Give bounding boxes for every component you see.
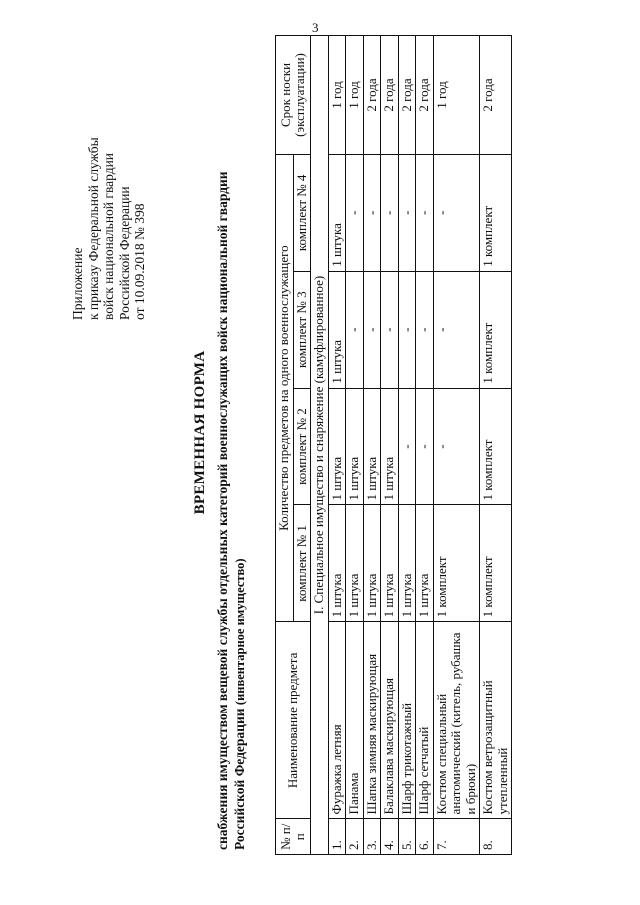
document-subtitle-line2 [232,0,248,850]
document-subtitle-org: Российской Федерации [232,708,247,850]
appendix-line: Приложение [70,247,85,320]
row-num: 1. [328,819,346,855]
appendix-line: от 10.09.2018 № 398 [132,203,147,320]
table-row [346,36,364,855]
row-k2: - [398,388,416,505]
table-row [416,36,434,855]
row-k2: - [416,388,434,505]
row-k4: - [381,154,399,271]
row-name: Панама [346,622,364,819]
row-name: Балаклава маскирующая [381,622,399,819]
page-number: 3 [312,20,319,35]
row-term: 1 год [346,36,364,155]
header-qty-group: Количество предметов на одного военнослужащего [276,154,294,621]
row-k1: 1 штука [381,505,399,622]
row-k1: 1 комплект [480,505,512,622]
row-term: 1 год [328,36,346,155]
appendix-line: Российской Федерации [116,186,132,320]
document-subtitle-line1: снабжения имуществом вещевой службы отдельных категорий военнослужащих войск национальной гвардии [215,171,230,850]
header-k1: комплект № 1 [293,505,311,622]
row-term: 2 года [480,36,512,155]
row-k4: - [416,154,434,271]
row-name: Шарф трикотажный [398,622,416,819]
row-k1: 1 комплект [433,505,480,622]
row-k4: - [398,154,416,271]
row-num: 4. [381,819,399,855]
row-k3: - [381,271,399,388]
row-num: 5. [398,819,416,855]
table-row [363,36,381,855]
document-title: ВРЕМЕННАЯ НОРМА [192,350,208,515]
table-row [433,36,480,855]
row-k3: 1 комплект [480,271,512,388]
row-k2: 1 комплект [480,388,512,505]
row-k1: 1 штука [328,505,346,622]
row-k4: - [346,154,364,271]
row-k1: 1 штука [346,505,364,622]
row-k3: - [416,271,434,388]
row-k2: - [433,388,480,505]
row-k3: - [346,271,364,388]
row-num: 7. [433,819,480,855]
row-k3: 1 штука [328,271,346,388]
document-subtitle-note: (инвентарное имущество) [233,558,247,706]
row-k4: - [363,154,381,271]
appendix-block [70,137,148,320]
section-title: I. Специальное имущество и снаряжение (камуфлированное) [311,36,329,855]
row-name: Шарф сетчатый [416,622,434,819]
row-k3: - [363,271,381,388]
row-k3: - [398,271,416,388]
norm-table [275,35,512,855]
row-k4: 1 штука [328,154,346,271]
header-k4: комплект № 4 [293,154,311,271]
row-name: Костюм специальный анатомический (китель, рубашка и брюки) [433,622,480,819]
row-k4: 1 комплект [480,154,512,271]
table-row [328,36,346,855]
row-name: Фуражка летняя [328,622,346,819]
row-num: 2. [346,819,364,855]
row-k1: 1 штука [363,505,381,622]
table-row [398,36,416,855]
header-term: Срок носки (эксплуатации) [276,36,311,155]
row-k2: 1 штука [363,388,381,505]
row-term: 2 года [398,36,416,155]
row-k1: 1 штука [398,505,416,622]
row-num: 6. [416,819,434,855]
row-k1: 1 штука [416,505,434,622]
row-term: 2 года [416,36,434,155]
appendix-line: войск национальной гвардии [101,152,116,320]
header-num: № п/п [276,819,311,855]
row-k2: 1 штука [381,388,399,505]
row-num: 3. [363,819,381,855]
row-k2: 1 штука [346,388,364,505]
row-k3: - [433,271,480,388]
row-num: 8. [480,819,512,855]
table-row [381,36,399,855]
header-k2: комплект № 2 [293,388,311,505]
row-k4: - [433,154,480,271]
header-name: Наименование предмета [276,622,311,819]
row-k2: 1 штука [328,388,346,505]
row-name: Шапка зимняя маскирующая [363,622,381,819]
table-row [480,36,512,855]
header-k3: комплект № 3 [293,271,311,388]
row-term: 2 года [363,36,381,155]
document-heading [192,0,248,905]
row-term: 1 год [433,36,480,155]
row-name: Костюм ветрозащитный утепленный [480,622,512,819]
appendix-line: к приказу Федеральной службы [85,137,101,320]
row-term: 2 года [381,36,399,155]
